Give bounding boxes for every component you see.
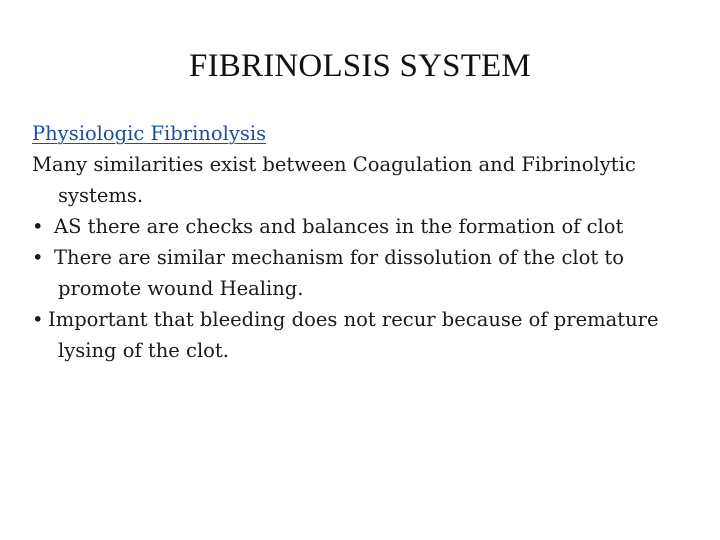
physiologic-fibrinolysis-link[interactable]: Physiologic Fibrinolysis	[32, 122, 267, 145]
bullet-text: Important that bleeding does not recur because of premature lysing of the clot.	[48, 308, 659, 362]
bullet-icon: •	[32, 215, 44, 238]
bullet-text: AS there are checks and balances in the formation of clot	[54, 215, 624, 238]
bullet-icon: •	[32, 308, 44, 331]
bullet-item	[32, 242, 692, 304]
slide-title: FIBRINOLSIS SYSTEM	[189, 48, 531, 84]
bullet-item	[32, 211, 692, 242]
slide-body	[32, 118, 692, 366]
bullet-icon: •	[32, 246, 44, 269]
subheading-line	[32, 118, 692, 149]
intro-paragraph: Many similarities exist between Coagulation and Fibrinolytic systems.	[32, 153, 636, 207]
bullet-item	[32, 304, 692, 366]
bullet-text: There are similar mechanism for dissolution of the clot to promote wound Healing.	[54, 246, 624, 300]
